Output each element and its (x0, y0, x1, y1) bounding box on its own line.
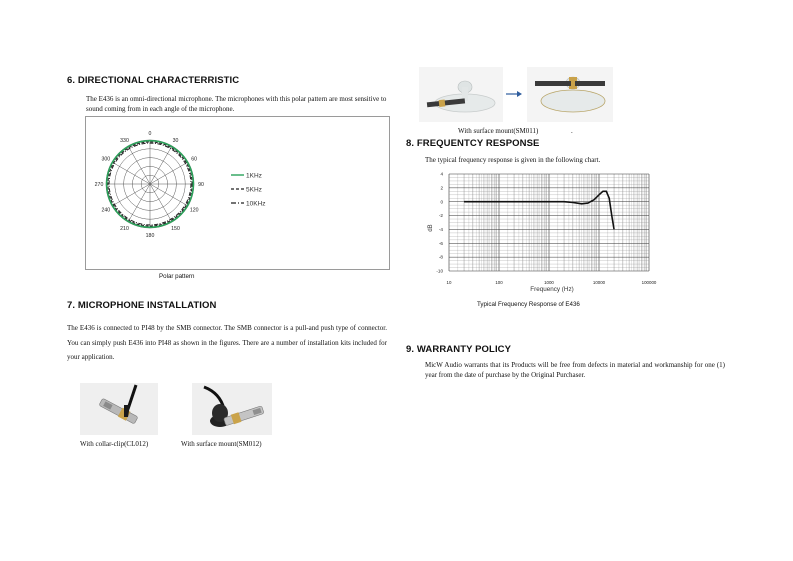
legend-label-10khz: 10KHz (246, 200, 266, 208)
surface-mount-sm012-caption: With surface mount(SM012) (181, 440, 262, 448)
sm011-photo-2 (527, 67, 613, 122)
fr-caption: Typical Frequency Response of E436 (477, 301, 580, 308)
polar-angle-label: 330 (120, 137, 129, 144)
polar-spoke-150 (150, 184, 172, 222)
fr-ytick-label: -2 (438, 213, 443, 219)
section8-title: 8. FREQUENTCY RESPONSE (406, 138, 540, 149)
section9-title: 9. WARRANTY POLICY (406, 344, 512, 355)
collar-clip-caption: With collar-clip(CL012) (80, 440, 149, 448)
collar-clip-image (80, 383, 158, 435)
fr-xtick-label: 100 (495, 280, 503, 285)
fr-ytick-label: 2 (440, 185, 443, 191)
section6-body: The E436 is an omni-directional microphone. The microphones with this polar pattern are most sensitive to sound coming from in each angle of the microphone. (86, 95, 387, 113)
fr-xtick-label: 1000 (544, 280, 554, 285)
frequency-response-chart (422, 166, 666, 296)
polar-angle-label: 150 (171, 226, 180, 233)
fr-ytick-label: -8 (438, 254, 443, 260)
section8-body: The typical frequency response is given in the following chart. (425, 156, 601, 164)
polar-angle-label: 120 (189, 207, 199, 214)
fr-ytick-label: -10 (436, 268, 443, 274)
polar-spoke-240 (112, 184, 150, 206)
polar-spoke-330 (128, 146, 150, 184)
polar-angle-label: 300 (101, 156, 111, 163)
polar-angle-label: 60 (191, 156, 198, 163)
fr-xtick-label: 100000 (641, 280, 657, 285)
polar-angle-label: 210 (120, 226, 129, 233)
fr-ytick-label: -6 (438, 240, 443, 246)
polar-spoke-30 (150, 146, 172, 184)
fr-xtick-label: 10 (446, 280, 452, 285)
polar-angle-label: 30 (172, 137, 179, 144)
section7-body: The E436 is connected to PI48 by the SMB connector. The SMB connector is a pull-and push type of connector. You can simply push E436 into PI48 as shown in the figures. There are a number of installation kits included for your application. (67, 324, 387, 361)
collar-clip-photo (80, 383, 158, 435)
sm011-image-1 (419, 67, 503, 122)
arrow-right-icon (505, 89, 523, 99)
polar-angle-label: 270 (94, 182, 104, 188)
polar-pattern-figure (85, 116, 390, 270)
fr-ytick-label: 4 (440, 171, 443, 177)
surface-mount-sm012-photo (192, 383, 272, 435)
legend-label-1khz: 1KHz (246, 172, 262, 180)
polar-spoke-60 (150, 162, 188, 184)
sm011-photo-1 (419, 67, 503, 122)
polar-angle-label: 90 (198, 182, 204, 188)
sm011-caption-suffix: . (571, 127, 573, 135)
fr-ytick-label: -4 (438, 227, 443, 233)
fr-xlabel: Frequency (Hz) (530, 286, 574, 293)
polar-spoke-120 (150, 184, 188, 206)
polar-angle-label: 0 (148, 131, 152, 137)
fr-ylabel: dB (428, 224, 434, 232)
legend-label-5khz: 5KHz (246, 186, 262, 194)
section9-body: MicW Audio warrants that its Products will be free from defects in material and workmanship for one (1) year from the date of purchase by the Original Purchaser. (425, 361, 725, 379)
sm011-image-2 (527, 67, 613, 122)
sm011-caption: With surface mount(SM011) (458, 127, 539, 135)
fr-series-line (464, 191, 614, 229)
polar-legend (231, 173, 266, 208)
polar-spoke-300 (112, 162, 150, 184)
polar-spoke-210 (128, 184, 150, 222)
polar-angle-label: 180 (145, 233, 155, 239)
polar-pattern-chart (86, 117, 389, 269)
section6-title: 6. DIRECTIONAL CHARACTERRISTIC (67, 75, 240, 86)
polar-caption: Polar pattern (159, 273, 195, 280)
polar-angle-label: 240 (101, 207, 111, 214)
section7-title: 7. MICROPHONE INSTALLATION (67, 300, 217, 311)
surface-mount-sm012-image (192, 383, 272, 435)
fr-ytick-label: 0 (440, 199, 443, 205)
fr-xtick-label: 10000 (592, 280, 606, 285)
fr-grid (449, 174, 649, 271)
